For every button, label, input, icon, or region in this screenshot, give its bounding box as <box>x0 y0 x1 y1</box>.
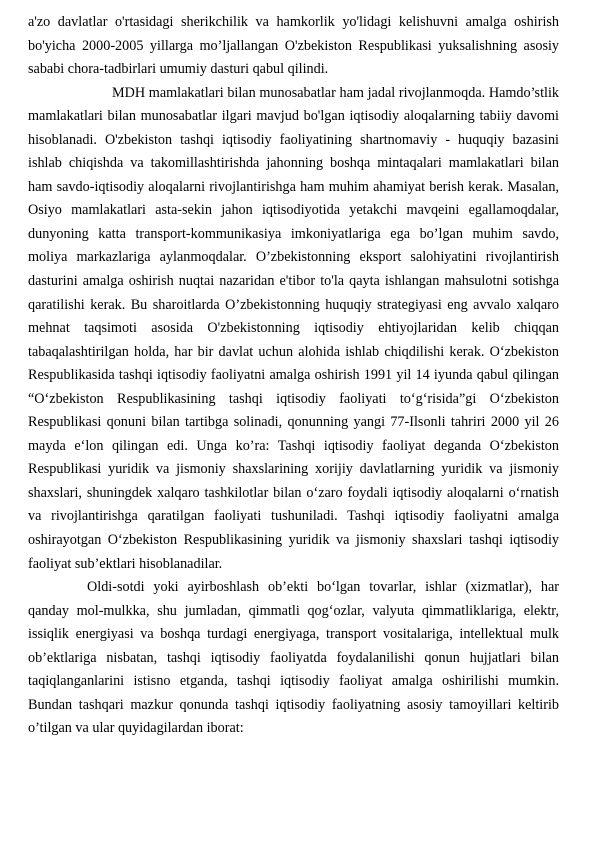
paragraph-cis-relations: MDH mamlakatlari bilan munosabatlar ham jadal rivojlanmoqda. Hamdo’stlik mamlakatlari bilan munosabatlar ilgari mavjud bo'lgan iqtisodiy aloqalarning tabiiy davomi hisoblanadi. O'zbekiston tashqi iqtisodiy faoliyatining shartnomaviy - huquqiy bazasini ishlab chiqishda va takomillashtirishda jahonning boshqa mintaqalari mamlakatlari bilan ham savdo-iqtisodiy aloqalarni rivojlantirishga ham muhim ahamiyat berish kerak. Masalan, Osiyo mamlakatlari asta-sekin jahon iqtisodiyotida yetakchi mavqeini egallamoqdalar, dunyoning katta transport-kommunikasiya imkoniyatlariga ega bo’lgan muhim savdo, moliya markazlariga aylanmoqdalar. O’zbekistonning eksport salohiyatini rivojlantirish dasturini amalga oshirish nuqtai nazaridan e'tibor to'la qayta ishlangan mahsulotni sotishga qaratilishi kerak. Bu sharoitlarda O’zbekistonning huquqiy strategiyasi eng avvalo xalqaro mehnat taqsimoti asosida O'zbekistonning iqtisodiy ehtiyojlaridan kelib chiqqan tabaqalashtirilgan holda, har bir davlat uchun alohida ishlab chiqdilishi kerak. O‘zbekiston Respublikasida tashqi iqtisodiy faoliyatni amalga oshirish 1991 yil 14 iyunda qabul qilingan “O‘zbekiston Respublikasining tashqi iqtisodiy faoliyati to‘g‘risida”gi O‘zbekiston Respublikasi qonuni bilan tartibga solinadi, qonunning yangi 77-Ilsonli tahriri 2000 yil 26 mayda e‘lon qilingan edi. Unga ko’ra: Tashqi iqtisodiy faoliyat deganda O‘zbekiston Respublikasi yuridik va jismoniy shaxslarining xorijiy davlatlarning yuridik va jismoniy shaxslari, shuningdek xalqaro tashkilotlar bilan o‘zaro foydali iqtisodiy aloqalarni o‘rnatish va rivojlantirishga qaratilgan faoliyati tushuniladi. Tashqi iqtisodiy faoliyatni amalga oshirayotgan O‘zbekiston Respublikasining yuridik va jismoniy shaxslari tashqi iqtisodiy faoliyat sub’ektlari hisoblanadilar. <box>28 84 559 572</box>
paragraph-trade-objects: Oldi-sotdi yoki ayirboshlash ob’ekti bo‘lgan tovarlar, ishlar (xizmatlar), har qanday mol-mulkka, shu jumladan, qimmatli qog‘ozlar, valyuta qimmatliklariga, elektr, issiqlik energiyasi va boshqa turdagi energiyaga, transport vositalariga, intellektual mulk ob’ektlariga nisbatan, tashqi iqtisodiy faoliyatda foydalanilishi qonun hujjatlari bilan taqiqlanganlarini istisno etganda, tashqi iqtisodiy faoliyat amalga oshirilishi mumkin. Bundan tashqari mazkur qonunda tashqi iqtisodiy faoliyatning asosiy tamoyillari keltirib o’tilgan va ular quyidagilardan iborat: <box>28 579 559 737</box>
paragraph-intro: a'zo davlatlar o'rtasidagi sherikchilik va hamkorlik yo'lidagi kelishuvni amalga oshirish bo'yicha 2000-2005 yillarga mo’ljallangan O'zbekiston Respublikasi yuksalishning asosiy sababi chora-tadbirlari umumiy dasturi qabul qilindi. <box>28 14 559 78</box>
document-page <box>28 11 559 741</box>
